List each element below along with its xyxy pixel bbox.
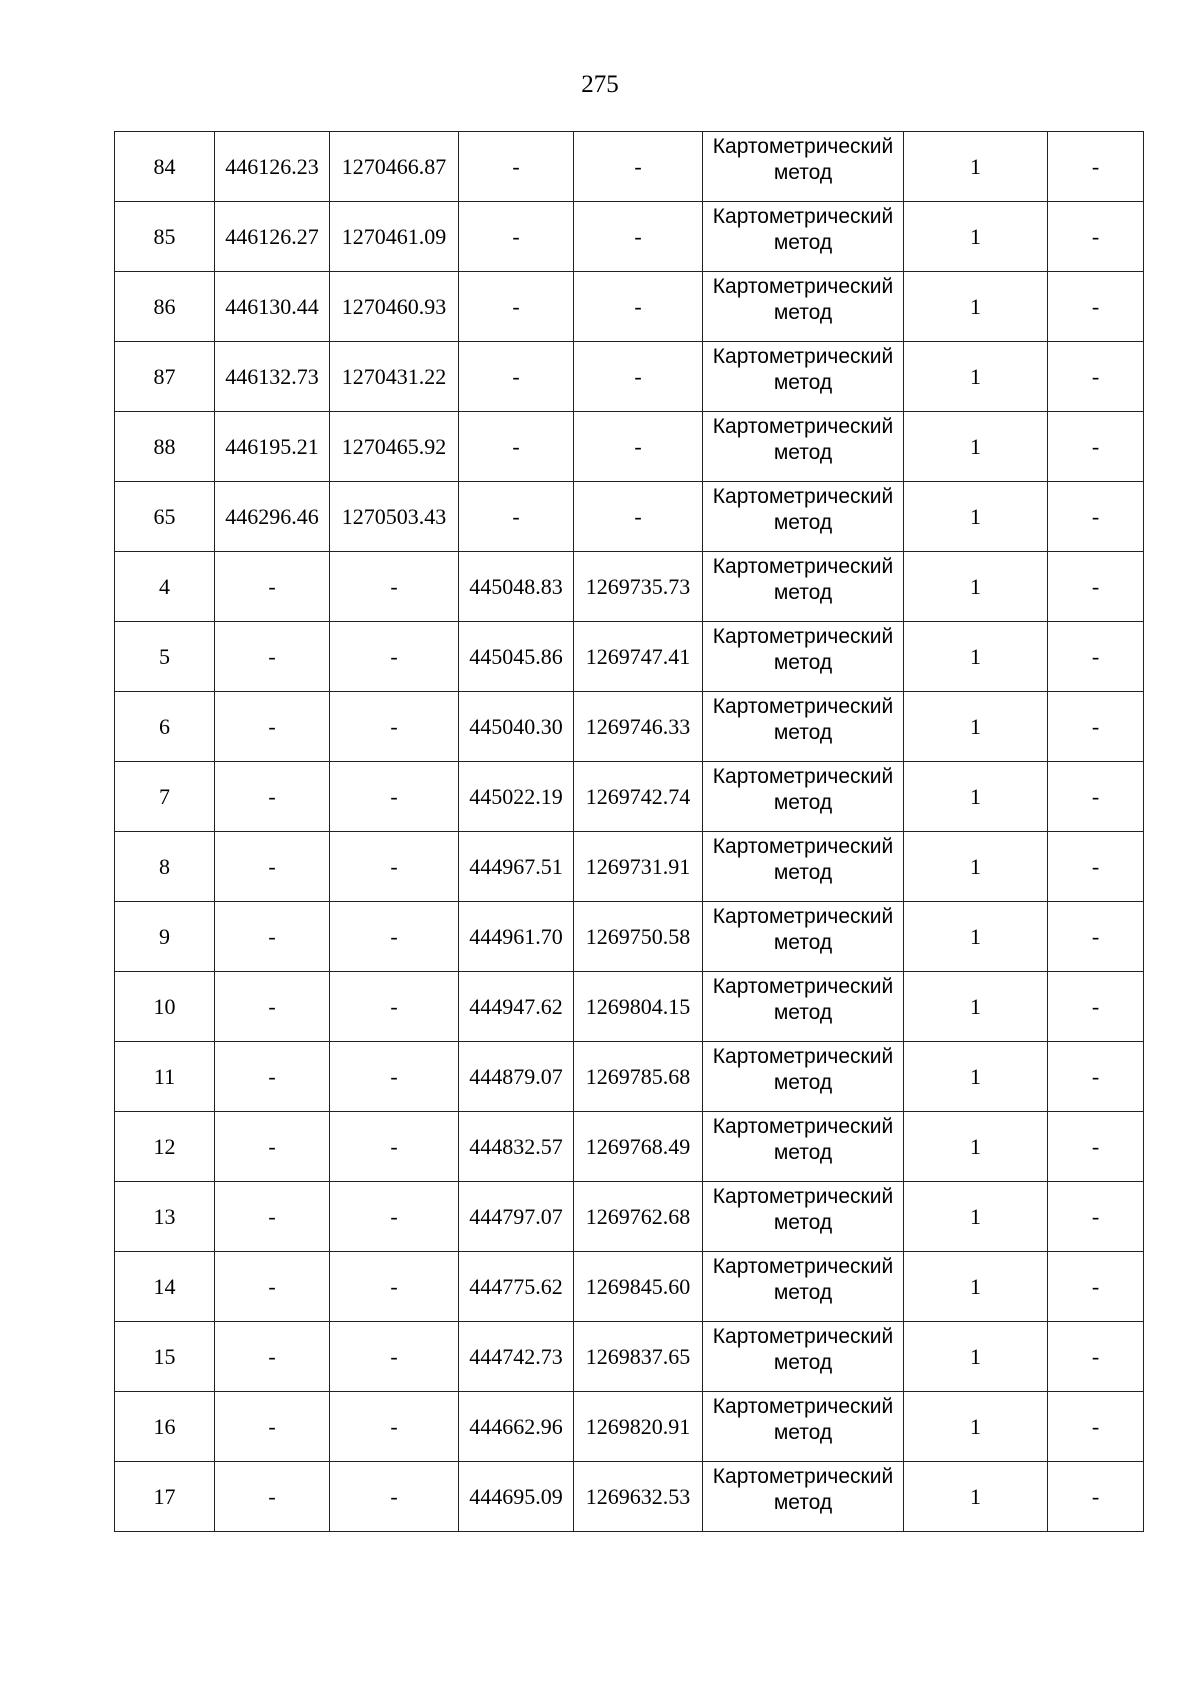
accuracy-cell: 1 — [904, 1462, 1048, 1532]
method-cell — [703, 342, 904, 412]
accuracy-cell: 1 — [904, 622, 1048, 692]
x-coordinate-existing-cell: 446126.23 — [215, 132, 330, 202]
y-coordinate-existing-cell: 1270460.93 — [330, 272, 459, 342]
table-row — [115, 832, 1144, 902]
point-number-cell: 65 — [115, 482, 215, 552]
table-row — [115, 1182, 1144, 1252]
y-coordinate-new-cell: 1269750.58 — [574, 902, 703, 972]
x-coordinate-existing-cell: - — [215, 1462, 330, 1532]
x-coordinate-existing-cell: - — [215, 1182, 330, 1252]
x-coordinate-new-cell: - — [459, 482, 574, 552]
table-row — [115, 202, 1144, 272]
accuracy-cell: 1 — [904, 762, 1048, 832]
note-cell: - — [1048, 972, 1144, 1042]
accuracy-cell: 1 — [904, 832, 1048, 902]
y-coordinate-new-cell: 1269747.41 — [574, 622, 703, 692]
point-number-cell: 88 — [115, 412, 215, 482]
accuracy-cell: 1 — [904, 1392, 1048, 1462]
x-coordinate-existing-cell: - — [215, 832, 330, 902]
method-line-2: метод — [773, 931, 833, 954]
y-coordinate-new-cell: 1269731.91 — [574, 832, 703, 902]
y-coordinate-existing-cell: 1270461.09 — [330, 202, 459, 272]
table-row — [115, 1392, 1144, 1462]
note-cell: - — [1048, 482, 1144, 552]
x-coordinate-existing-cell: - — [215, 1252, 330, 1322]
x-coordinate-existing-cell: 446130.44 — [215, 272, 330, 342]
point-number-cell: 12 — [115, 1112, 215, 1182]
method-cell — [703, 1252, 904, 1322]
note-cell: - — [1048, 272, 1144, 342]
coordinates-table — [114, 131, 1144, 1532]
accuracy-cell: 1 — [904, 1252, 1048, 1322]
method-cell — [703, 1042, 904, 1112]
table-row — [115, 1322, 1144, 1392]
method-cell — [703, 1392, 904, 1462]
x-coordinate-new-cell: 445022.19 — [459, 762, 574, 832]
method-line-2: метод — [773, 161, 833, 184]
method-line-2: метод — [773, 441, 833, 464]
y-coordinate-new-cell: 1269785.68 — [574, 1042, 703, 1112]
point-number-cell: 85 — [115, 202, 215, 272]
y-coordinate-new-cell: 1269804.15 — [574, 972, 703, 1042]
accuracy-cell: 1 — [904, 1042, 1048, 1112]
y-coordinate-new-cell: - — [574, 342, 703, 412]
method-line-1: Картометрический — [712, 485, 894, 508]
note-cell: - — [1048, 762, 1144, 832]
method-cell — [703, 1322, 904, 1392]
x-coordinate-existing-cell: - — [215, 1112, 330, 1182]
table-row — [115, 972, 1144, 1042]
x-coordinate-existing-cell: 446195.21 — [215, 412, 330, 482]
note-cell: - — [1048, 1462, 1144, 1532]
accuracy-cell: 1 — [904, 1322, 1048, 1392]
y-coordinate-new-cell: 1269768.49 — [574, 1112, 703, 1182]
x-coordinate-new-cell: 444967.51 — [459, 832, 574, 902]
note-cell: - — [1048, 1042, 1144, 1112]
x-coordinate-new-cell: 444832.57 — [459, 1112, 574, 1182]
table-row — [115, 482, 1144, 552]
method-cell — [703, 1462, 904, 1532]
method-line-1: Картометрический — [712, 695, 894, 718]
x-coordinate-new-cell: - — [459, 342, 574, 412]
table-row — [115, 1462, 1144, 1532]
point-number-cell: 11 — [115, 1042, 215, 1112]
y-coordinate-existing-cell: - — [330, 902, 459, 972]
accuracy-cell: 1 — [904, 692, 1048, 762]
y-coordinate-existing-cell: - — [330, 972, 459, 1042]
y-coordinate-new-cell: - — [574, 272, 703, 342]
table-row — [115, 692, 1144, 762]
method-cell — [703, 622, 904, 692]
method-line-1: Картометрический — [712, 975, 894, 998]
table-row — [115, 762, 1144, 832]
point-number-cell: 13 — [115, 1182, 215, 1252]
x-coordinate-existing-cell: - — [215, 552, 330, 622]
method-line-1: Картометрический — [712, 1325, 894, 1348]
x-coordinate-new-cell: - — [459, 132, 574, 202]
table-row — [115, 342, 1144, 412]
y-coordinate-new-cell: 1269762.68 — [574, 1182, 703, 1252]
note-cell: - — [1048, 202, 1144, 272]
method-line-1: Картометрический — [712, 1395, 894, 1418]
y-coordinate-existing-cell: - — [330, 832, 459, 902]
method-line-1: Картометрический — [712, 135, 894, 158]
point-number-cell: 10 — [115, 972, 215, 1042]
accuracy-cell: 1 — [904, 1182, 1048, 1252]
y-coordinate-existing-cell: - — [330, 1042, 459, 1112]
y-coordinate-existing-cell: - — [330, 1112, 459, 1182]
x-coordinate-new-cell: 444797.07 — [459, 1182, 574, 1252]
point-number-cell: 16 — [115, 1392, 215, 1462]
accuracy-cell: 1 — [904, 132, 1048, 202]
method-cell — [703, 132, 904, 202]
method-line-2: метод — [773, 371, 833, 394]
x-coordinate-existing-cell: - — [215, 902, 330, 972]
y-coordinate-new-cell: - — [574, 412, 703, 482]
method-cell — [703, 412, 904, 482]
x-coordinate-existing-cell: - — [215, 1392, 330, 1462]
method-line-1: Картометрический — [712, 1465, 894, 1488]
point-number-cell: 87 — [115, 342, 215, 412]
note-cell: - — [1048, 1252, 1144, 1322]
note-cell: - — [1048, 1112, 1144, 1182]
x-coordinate-existing-cell: - — [215, 1042, 330, 1112]
x-coordinate-new-cell: 445045.86 — [459, 622, 574, 692]
point-number-cell: 9 — [115, 902, 215, 972]
x-coordinate-new-cell: 444662.96 — [459, 1392, 574, 1462]
y-coordinate-existing-cell: 1270465.92 — [330, 412, 459, 482]
point-number-cell: 6 — [115, 692, 215, 762]
y-coordinate-new-cell: 1269820.91 — [574, 1392, 703, 1462]
method-cell — [703, 272, 904, 342]
method-line-1: Картометрический — [712, 415, 894, 438]
method-line-2: метод — [773, 1071, 833, 1094]
x-coordinate-new-cell: 444879.07 — [459, 1042, 574, 1112]
method-line-2: метод — [773, 511, 833, 534]
method-line-1: Картометрический — [712, 1255, 894, 1278]
method-line-2: метод — [773, 1001, 833, 1024]
method-line-1: Картометрический — [712, 1185, 894, 1208]
point-number-cell: 4 — [115, 552, 215, 622]
accuracy-cell: 1 — [904, 1112, 1048, 1182]
y-coordinate-existing-cell: 1270431.22 — [330, 342, 459, 412]
method-line-2: метод — [773, 651, 833, 674]
x-coordinate-existing-cell: 446126.27 — [215, 202, 330, 272]
method-cell — [703, 762, 904, 832]
method-line-2: метод — [773, 721, 833, 744]
y-coordinate-existing-cell: - — [330, 1182, 459, 1252]
y-coordinate-new-cell: 1269837.65 — [574, 1322, 703, 1392]
y-coordinate-existing-cell: - — [330, 692, 459, 762]
table-row — [115, 1042, 1144, 1112]
x-coordinate-new-cell: 444947.62 — [459, 972, 574, 1042]
table-row — [115, 622, 1144, 692]
y-coordinate-new-cell: - — [574, 132, 703, 202]
y-coordinate-new-cell: - — [574, 202, 703, 272]
table-row — [115, 412, 1144, 482]
note-cell: - — [1048, 342, 1144, 412]
method-line-1: Картометрический — [712, 835, 894, 858]
table-row — [115, 552, 1144, 622]
note-cell: - — [1048, 132, 1144, 202]
x-coordinate-existing-cell: 446132.73 — [215, 342, 330, 412]
page-number: 275 — [581, 71, 619, 98]
note-cell: - — [1048, 552, 1144, 622]
y-coordinate-existing-cell: - — [330, 1322, 459, 1392]
y-coordinate-new-cell: 1269746.33 — [574, 692, 703, 762]
point-number-cell: 5 — [115, 622, 215, 692]
method-cell — [703, 902, 904, 972]
method-line-1: Картометрический — [712, 765, 894, 788]
note-cell: - — [1048, 1182, 1144, 1252]
method-line-1: Картометрический — [712, 275, 894, 298]
accuracy-cell: 1 — [904, 342, 1048, 412]
method-line-2: метод — [773, 1141, 833, 1164]
accuracy-cell: 1 — [904, 902, 1048, 972]
method-line-2: метод — [773, 581, 833, 604]
method-line-2: метод — [773, 1281, 833, 1304]
accuracy-cell: 1 — [904, 972, 1048, 1042]
table-body — [115, 132, 1144, 1532]
method-line-1: Картометрический — [712, 1115, 894, 1138]
y-coordinate-existing-cell: - — [330, 1462, 459, 1532]
method-line-1: Картометрический — [712, 1045, 894, 1068]
method-line-2: метод — [773, 1211, 833, 1234]
method-line-1: Картометрический — [712, 205, 894, 228]
y-coordinate-new-cell: 1269735.73 — [574, 552, 703, 622]
point-number-cell: 17 — [115, 1462, 215, 1532]
method-cell — [703, 202, 904, 272]
method-line-1: Картометрический — [712, 905, 894, 928]
table-row — [115, 1252, 1144, 1322]
note-cell: - — [1048, 832, 1144, 902]
table-row — [115, 902, 1144, 972]
y-coordinate-existing-cell: - — [330, 762, 459, 832]
accuracy-cell: 1 — [904, 412, 1048, 482]
x-coordinate-existing-cell: - — [215, 1322, 330, 1392]
x-coordinate-new-cell: 444742.73 — [459, 1322, 574, 1392]
point-number-cell: 8 — [115, 832, 215, 902]
method-line-1: Картометрический — [712, 345, 894, 368]
accuracy-cell: 1 — [904, 202, 1048, 272]
method-line-2: метод — [773, 1421, 833, 1444]
table-row — [115, 272, 1144, 342]
point-number-cell: 15 — [115, 1322, 215, 1392]
y-coordinate-existing-cell: - — [330, 552, 459, 622]
x-coordinate-new-cell: 444961.70 — [459, 902, 574, 972]
method-line-2: метод — [773, 301, 833, 324]
y-coordinate-new-cell: - — [574, 482, 703, 552]
method-line-2: метод — [773, 861, 833, 884]
point-number-cell: 14 — [115, 1252, 215, 1322]
y-coordinate-new-cell: 1269742.74 — [574, 762, 703, 832]
method-cell — [703, 482, 904, 552]
y-coordinate-existing-cell: 1270503.43 — [330, 482, 459, 552]
accuracy-cell: 1 — [904, 482, 1048, 552]
method-line-1: Картометрический — [712, 555, 894, 578]
method-cell — [703, 552, 904, 622]
x-coordinate-new-cell: - — [459, 202, 574, 272]
y-coordinate-existing-cell: 1270466.87 — [330, 132, 459, 202]
method-line-2: метод — [773, 791, 833, 814]
y-coordinate-existing-cell: - — [330, 1252, 459, 1322]
x-coordinate-new-cell: 444775.62 — [459, 1252, 574, 1322]
note-cell: - — [1048, 692, 1144, 762]
table-row — [115, 1112, 1144, 1182]
note-cell: - — [1048, 622, 1144, 692]
method-cell — [703, 972, 904, 1042]
x-coordinate-existing-cell: - — [215, 692, 330, 762]
method-cell — [703, 692, 904, 762]
x-coordinate-new-cell: - — [459, 412, 574, 482]
table-row — [115, 132, 1144, 202]
point-number-cell: 7 — [115, 762, 215, 832]
x-coordinate-existing-cell: - — [215, 622, 330, 692]
note-cell: - — [1048, 1392, 1144, 1462]
method-cell — [703, 832, 904, 902]
method-cell — [703, 1112, 904, 1182]
y-coordinate-existing-cell: - — [330, 622, 459, 692]
method-line-1: Картометрический — [712, 625, 894, 648]
accuracy-cell: 1 — [904, 272, 1048, 342]
x-coordinate-existing-cell: - — [215, 762, 330, 832]
x-coordinate-new-cell: - — [459, 272, 574, 342]
x-coordinate-new-cell: 444695.09 — [459, 1462, 574, 1532]
x-coordinate-existing-cell: - — [215, 972, 330, 1042]
method-line-2: метод — [773, 1351, 833, 1374]
note-cell: - — [1048, 902, 1144, 972]
y-coordinate-existing-cell: - — [330, 1392, 459, 1462]
method-cell — [703, 1182, 904, 1252]
point-number-cell: 84 — [115, 132, 215, 202]
accuracy-cell: 1 — [904, 552, 1048, 622]
x-coordinate-new-cell: 445040.30 — [459, 692, 574, 762]
method-line-2: метод — [773, 1491, 833, 1514]
method-line-2: метод — [773, 231, 833, 254]
note-cell: - — [1048, 412, 1144, 482]
x-coordinate-existing-cell: 446296.46 — [215, 482, 330, 552]
x-coordinate-new-cell: 445048.83 — [459, 552, 574, 622]
y-coordinate-new-cell: 1269845.60 — [574, 1252, 703, 1322]
point-number-cell: 86 — [115, 272, 215, 342]
note-cell: - — [1048, 1322, 1144, 1392]
y-coordinate-new-cell: 1269632.53 — [574, 1462, 703, 1532]
